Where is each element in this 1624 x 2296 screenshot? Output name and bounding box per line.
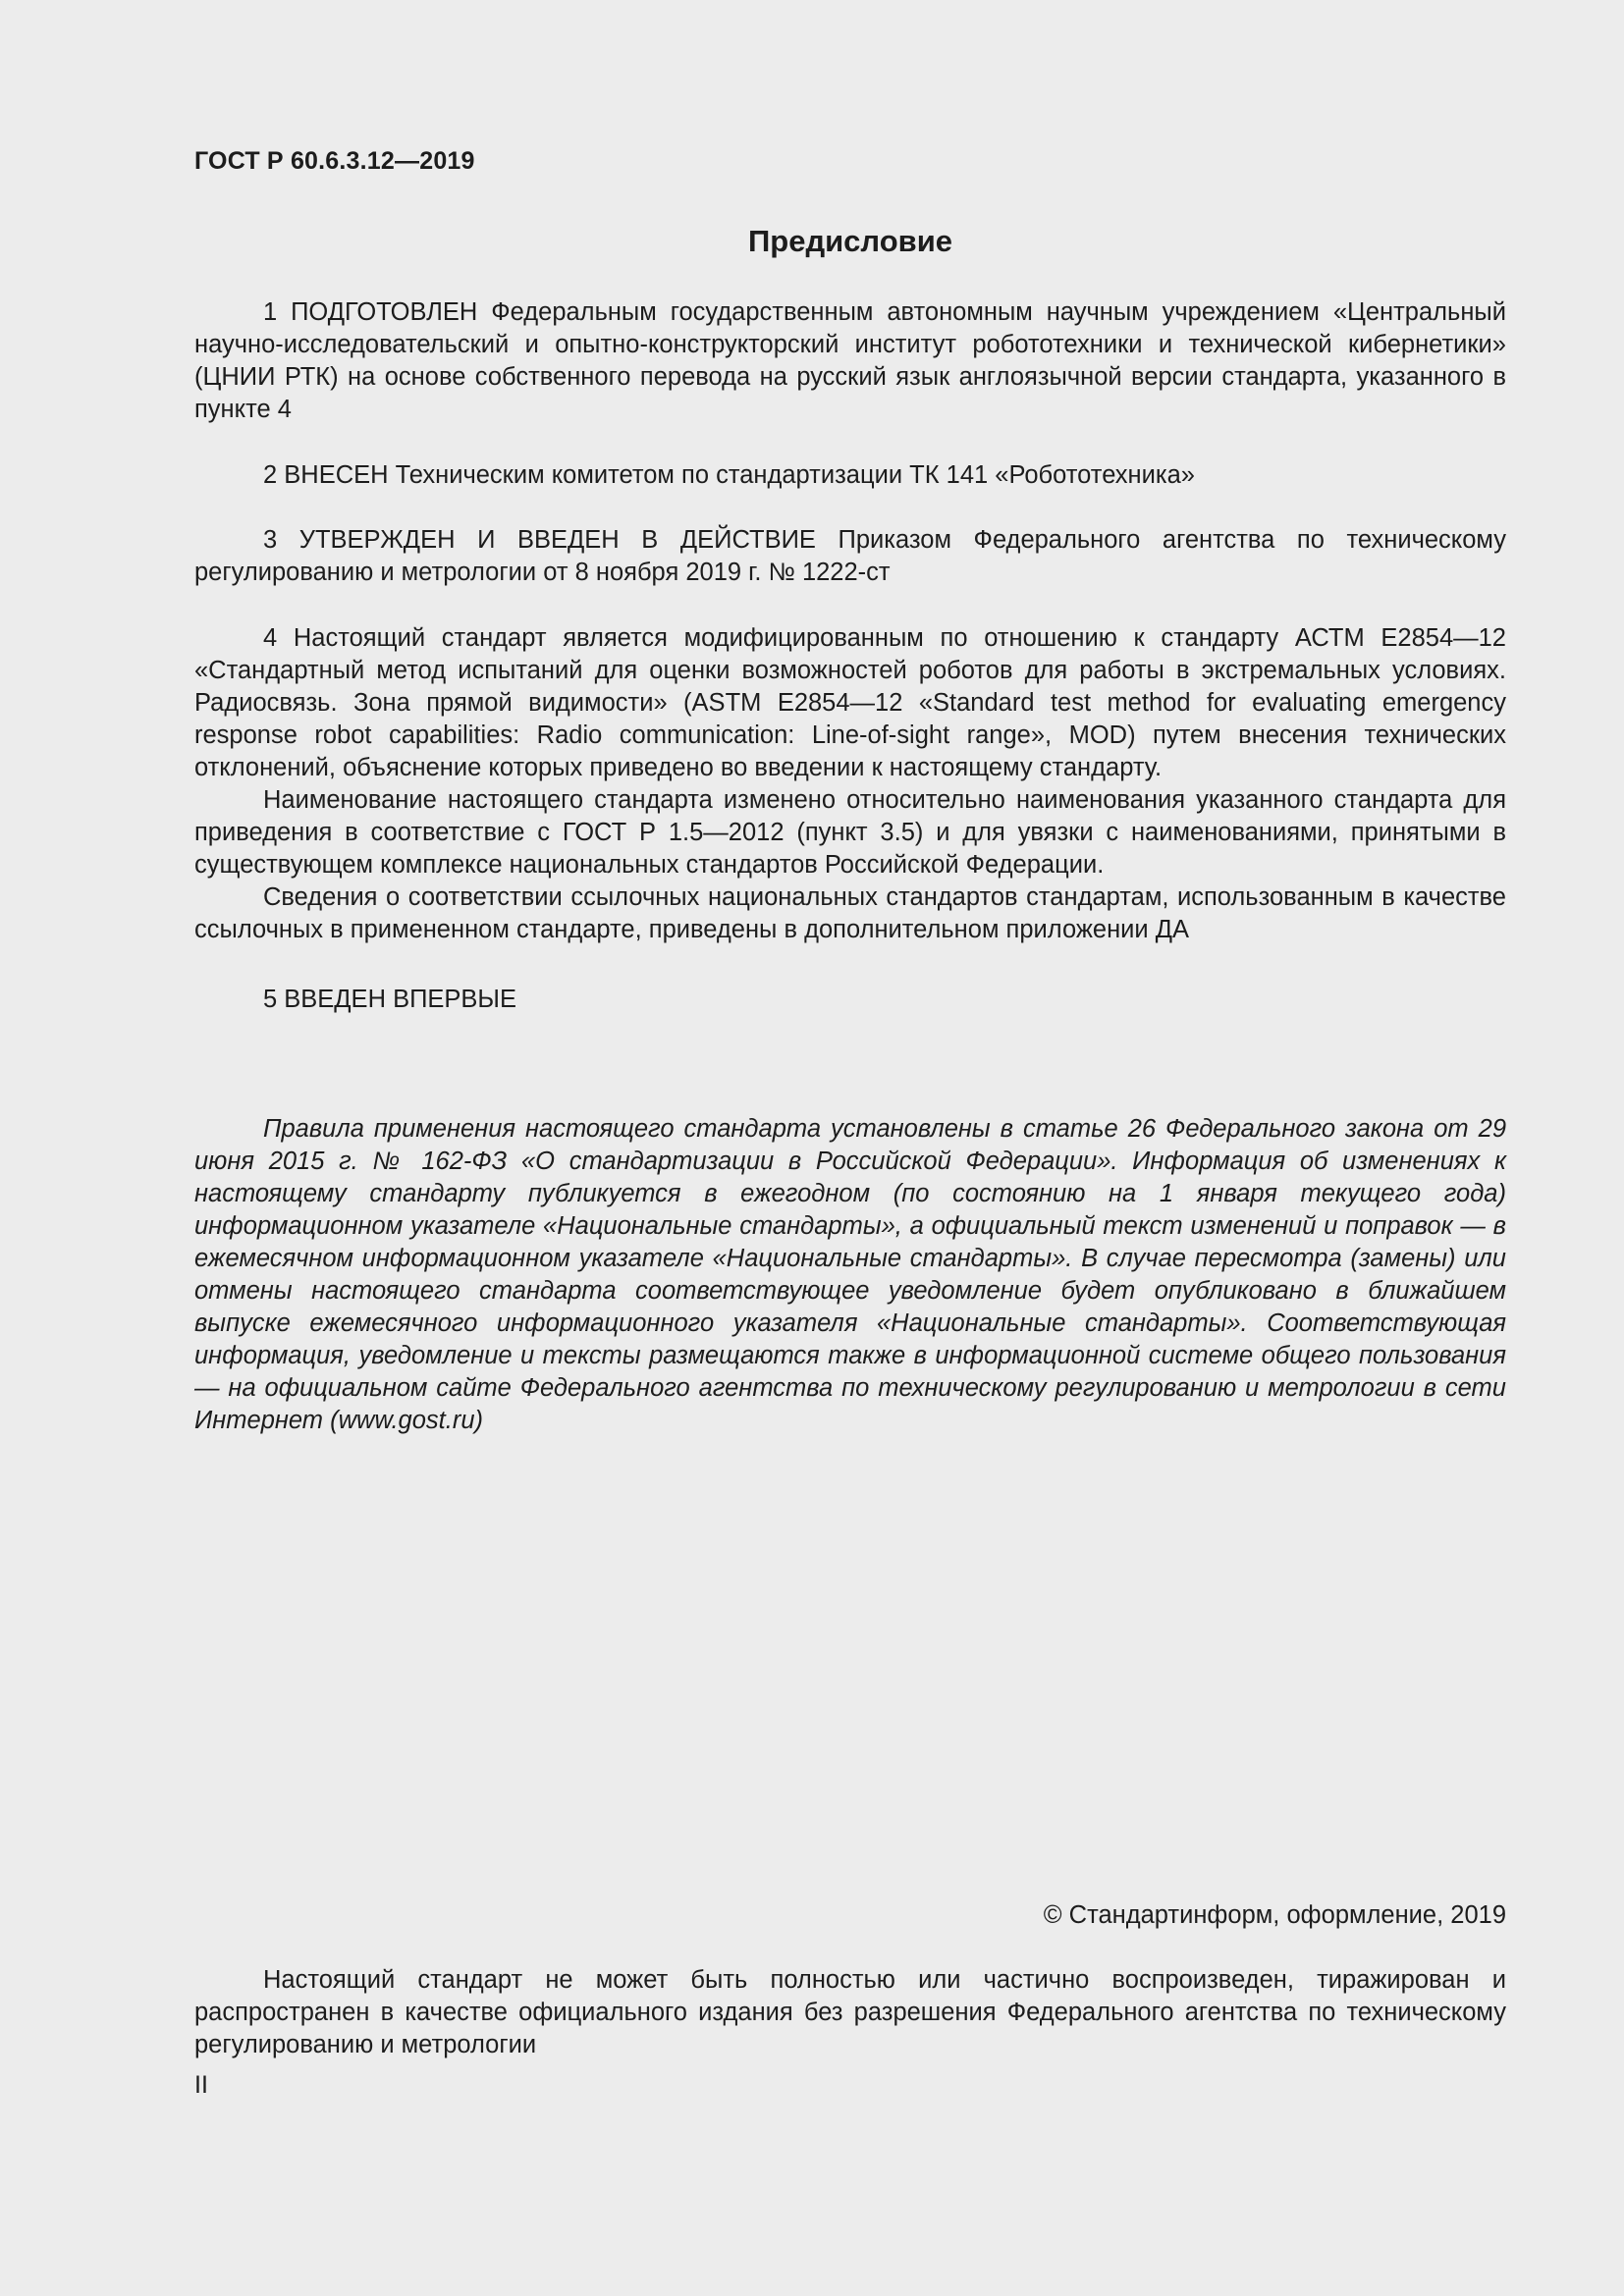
document-code: ГОСТ Р 60.6.3.12—2019 (194, 147, 475, 175)
reproduction-notice (194, 1964, 1506, 2061)
reproduction-notice-text: Настоящий стандарт не может быть полностью или частично воспроизведен, тиражирован и распространен в качестве официального издания без разрешения Федерального агентства по техническому регулированию и метрологии (194, 1966, 1506, 2058)
preface-item-2 (194, 459, 1506, 492)
preface-item-5 (194, 984, 1506, 1016)
copyright-line: © Стандартинформ, оформление, 2019 (1043, 1901, 1506, 1929)
preface-item-1-text: 1 ПОДГОТОВЛЕН Федеральным государственным автономным научным учреждением «Центральный научно-исследовательский и опытно-конструкторский институт робототехники и технической кибернетики» (ЦНИИ РТК) на основе собственного перевода на русский язык англоязычной версии стандарта, указанного в пункте 4 (194, 298, 1506, 423)
rules-notice-text: Правила применения настоящего стандарта установлены в статье 26 Федерального закона от 29 июня 2015 г. № 162-ФЗ «О стандартизации в Российской Федерации». Информация об изменениях к настоящему стандарту публикуется в ежегодном (по состоянию на 1 января текущего года) информационном указателе «Национальные стандарты», а официальный текст изменений и поправок — в ежемесячном информационном указателе «Национальные стандарты». В случае пересмотра (замены) или отмены настоящего стандарта соответствующее уведомление будет опубликовано в ближайшем выпуске ежемесячного информационного указателя «Национальные стандарты». Соответствующая информация, уведомление и тексты размещаются также в информационной системе общего пользования — на официальном сайте Федерального агентства по техническому регулированию и метрологии в сети Интернет (www.gost.ru) (194, 1115, 1506, 1434)
preface-item-2-text: 2 ВНЕСЕН Техническим комитетом по стандартизации ТК 141 «Робототехника» (263, 461, 1195, 489)
preface-item-4 (194, 622, 1506, 946)
rules-notice (194, 1113, 1506, 1437)
preface-item-3-text: 3 УТВЕРЖДЕН И ВВЕДЕН В ДЕЙСТВИЕ Приказом Федерального агентства по техническому регулированию и метрологии от 8 ноября 2019 г. № 1222-ст (194, 526, 1506, 586)
preface-item-4-text: 4 Настоящий стандарт является модифицированным по отношению к стандарту АСТМ Е2854—12 «Стандартный метод испытаний для оценки возможностей роботов для работы в экстремальных условиях. Радиосвязь. Зона прямой видимости» (ASTM E2854—12 «Standard test method for evaluating emergency response robot capabilities: Radio communication: Line-of-sight range», MOD) путем внесения технических отклонений, объяснение которых приведено во введении к настоящему стандарту. (194, 624, 1506, 781)
preface-item-1 (194, 296, 1506, 426)
preface-item-5-text: 5 ВВЕДЕН ВПЕРВЫЕ (263, 986, 517, 1013)
preface-item-4-paragraph-3: Сведения о соответствии ссылочных национальных стандартов стандартам, использованным в качестве ссылочных в примененном стандарте, приведены в дополнительном приложении ДА (194, 883, 1506, 943)
preface-item-4-paragraph-2: Наименование настоящего стандарта изменено относительно наименования указанного стандарта для приведения в соответствие с ГОСТ Р 1.5—2012 (пункт 3.5) и для увязки с наименованиями, принятыми в существующем комплексе национальных стандартов Российской Федерации. (194, 786, 1506, 879)
preface-title: Предисловие (747, 224, 952, 258)
preface-item-3 (194, 524, 1506, 589)
page-number: II (194, 2071, 208, 2099)
